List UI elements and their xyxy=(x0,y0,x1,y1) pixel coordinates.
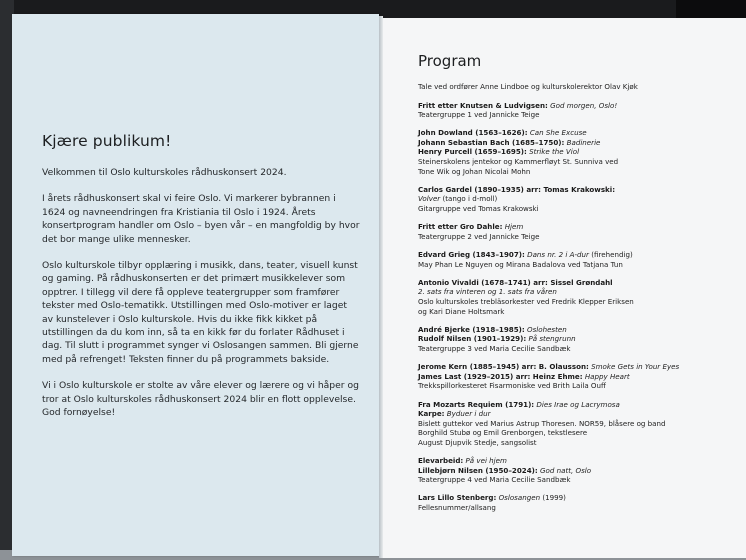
program-line xyxy=(418,287,738,297)
program-line xyxy=(418,138,738,148)
program-line-bold: Lillebjørn Nilsen (1950–2024): xyxy=(418,465,538,475)
welcome-paragraph-2: I årets rådhuskonsert skal vi feire Oslo. Vi markerer bybrannen i 1624 og navneendringen fra Kristiania til Oslo i 1924. Årets konsertprogram handler om Oslo – byen vår – en mangfoldig by hvor det bor mange ulike mennesker. xyxy=(42,193,360,245)
program-item xyxy=(418,101,738,120)
program-line xyxy=(418,260,738,270)
program-line-bold: Antonio Vivaldi (1678–1741) arr: Sissel Grøndahl xyxy=(418,277,613,287)
program-line xyxy=(418,372,738,382)
program-line xyxy=(418,194,738,204)
program-line xyxy=(418,110,738,120)
program-item xyxy=(418,325,738,354)
program-line-text: Borghild Stubø og Emil Grenborgen, tekstlesere xyxy=(418,428,588,438)
program-line-text: (1999) xyxy=(542,493,566,503)
program-section xyxy=(418,52,738,521)
program-line-text: Trekkspillorkesteret Fisarmoniske ved Brith Laila Ouff xyxy=(418,381,606,391)
program-line xyxy=(418,438,738,448)
program-line-bold: Karpe: xyxy=(418,409,445,419)
program-item xyxy=(418,185,738,214)
program-item xyxy=(418,128,738,176)
welcome-paragraph-3: Oslo kulturskole tilbyr opplæring i musikk, dans, teater, visuell kunst og gaming. På rådhuskonserten er det primært musikkelever som opptrer. I tillegg vil dere få oppleve teatergrupper som framfører tekster med Oslo-tematikk. Utstillingen med Oslo-motiver er laget av kunstelever i Oslo kulturskole. Hvis du ikke fikk kikket på utstillingen da du kom inn, så ta en kikk før du forlater Rådhuset i dag. Til slutt i programmet synger vi Oslosangen sammen. Bli gjerne med på refrenget! Teksten finner du på programmets bakside. xyxy=(42,260,359,365)
program-line-text: Teatergruppe 4 ved Maria Cecilie Sandbæk xyxy=(418,475,571,485)
program-item xyxy=(418,456,738,485)
program-line-bold: Elevarbeid: xyxy=(418,456,464,466)
program-list xyxy=(418,101,738,513)
program-line-text: Teatergruppe 1 ved Jannicke Teige xyxy=(418,110,540,120)
program-line xyxy=(418,101,738,111)
program-line-italic: Happy Heart xyxy=(584,371,630,381)
program-title: Program xyxy=(418,52,482,70)
program-item xyxy=(418,250,738,269)
program-line-bold: André Bjerke (1918–1985): xyxy=(418,324,525,334)
welcome-paragraph-1: Velkommen til Oslo kulturskoles rådhuskonsert 2024. xyxy=(42,167,287,178)
welcome-letter xyxy=(42,132,360,433)
program-line-text: May Phan Le Nguyen og Mirana Badalova ved Tatjana Tun xyxy=(418,259,623,269)
program-line-italic: Volver xyxy=(418,194,441,204)
program-line-italic: Strike the Viol xyxy=(529,147,580,157)
program-line-italic: Dies Irae og Lacrymosa xyxy=(536,399,620,409)
program-line xyxy=(418,297,738,307)
program-line-italic: 2. sats fra vinteren og 1. sats fra våren xyxy=(418,287,557,297)
program-line-text: Oslo kulturskoles trebläsorkester ved Fredrik Klepper Eriksen xyxy=(418,296,634,306)
program-line xyxy=(418,250,738,260)
program-line-text: Bislett guttekor ved Marius Astrup Thoresen. NOR59, blåsere og band xyxy=(418,418,666,428)
program-line xyxy=(418,428,738,438)
program-line xyxy=(418,419,738,429)
program-line-bold: Lars Lillo Stenberg: xyxy=(418,493,497,503)
program-line-italic: På stengrunn xyxy=(528,334,576,344)
program-line-bold: Rudolf Nilsen (1901–1929): xyxy=(418,334,527,344)
program-intro: Tale ved ordfører Anne Lindboe og kulturskolerektor Olav Kjøk xyxy=(418,82,638,91)
program-line-bold: Edvard Grieg (1843–1907): xyxy=(418,250,525,259)
program-line-bold: James Last (1929–2015) arr: Heinz Ehme: xyxy=(418,371,583,381)
program-line-bold: Fritt etter Gro Dahle: xyxy=(418,222,503,232)
program-line-italic: Smoke Gets in Your Eyes xyxy=(591,362,680,372)
program-line xyxy=(418,344,738,354)
program-line xyxy=(418,128,738,138)
program-line-italic: Oslohesten xyxy=(526,324,567,334)
program-line-italic: På vei hjem xyxy=(465,456,507,466)
program-line xyxy=(418,334,738,344)
program-line xyxy=(418,493,738,503)
program-line-text: Steinerskolens jentekor og Kammerfløyt St. Sunniva ved xyxy=(418,157,619,167)
program-line-bold: Carlos Gardel (1890–1935) arr: Tomas Krakowski: xyxy=(418,184,616,194)
program-line xyxy=(418,400,738,410)
program-item xyxy=(418,400,738,448)
program-line xyxy=(418,185,738,195)
program-line xyxy=(418,147,738,157)
program-line xyxy=(418,475,738,485)
program-line xyxy=(418,167,738,177)
program-line-bold: Fritt etter Knutsen & Ludvigsen: xyxy=(418,100,548,110)
program-line-italic: Dans nr. 2 i A-dur xyxy=(527,250,589,259)
program-line-italic: God morgen, Oslo! xyxy=(550,100,618,110)
program-line-italic: Badinerie xyxy=(566,137,601,147)
right-page xyxy=(383,18,746,558)
program-line-text: August Djupvik Stedje, sangsolist xyxy=(418,437,537,447)
program-line xyxy=(418,278,738,288)
program-line xyxy=(418,204,738,214)
program-line-text: (tango i d-moll) xyxy=(442,194,498,204)
program-line-bold: Henry Purcell (1659–1695): xyxy=(418,147,527,157)
welcome-heading: Kjære publikum! xyxy=(42,132,172,150)
program-line-text: (firehendig) xyxy=(591,250,633,259)
program-line xyxy=(418,325,738,335)
program-item xyxy=(418,222,738,241)
program-line-text: Tone Wik og Johan Nicolai Mohn xyxy=(418,166,531,176)
program-line-bold: Jerome Kern (1885–1945) arr: B. Olausson: xyxy=(418,362,589,372)
program-line xyxy=(418,503,738,513)
program-line-text: Fellesnummer/allsang xyxy=(418,503,496,513)
welcome-paragraph-4: Vi i Oslo kulturskole er stolte av våre elever og lærere og vi håper og tror at Oslo kulturskoles rådhuskonsert 2024 blir en flott opplevelse. God fornøyelse! xyxy=(42,380,359,419)
program-line xyxy=(418,362,738,372)
program-line xyxy=(418,456,738,466)
program-line-text: Teatergruppe 2 ved Jannicke Teige xyxy=(418,231,540,241)
program-item xyxy=(418,362,738,391)
program-line xyxy=(418,466,738,476)
program-line-bold: Fra Mozarts Requiem (1791): xyxy=(418,399,535,409)
program-line-text: Teatergruppe 3 ved Maria Cecilie Sandbæk xyxy=(418,343,571,353)
program-line-text: og Kari Diane Holtsmark xyxy=(418,306,505,316)
program-line xyxy=(418,381,738,391)
program-line xyxy=(418,222,738,232)
program-line-bold: John Dowland (1563–1626): xyxy=(418,128,528,138)
program-line-italic: Can She Excuse xyxy=(529,128,587,138)
program-line xyxy=(418,307,738,317)
program-line xyxy=(418,409,738,419)
program-line-italic: Oslosangen xyxy=(498,493,541,503)
program-item xyxy=(418,493,738,512)
program-line-italic: Hjem xyxy=(504,222,524,232)
program-line-italic: Byduer i dur xyxy=(446,409,491,419)
program-item xyxy=(418,278,738,316)
left-page xyxy=(12,14,379,556)
program-line-bold: Johann Sebastian Bach (1685–1750): xyxy=(418,137,565,147)
program-line-text: Gitargruppe ved Tomas Krakowski xyxy=(418,204,539,214)
program-line xyxy=(418,232,738,242)
program-line xyxy=(418,157,738,167)
program-line-italic: God natt, Oslo xyxy=(540,465,592,475)
